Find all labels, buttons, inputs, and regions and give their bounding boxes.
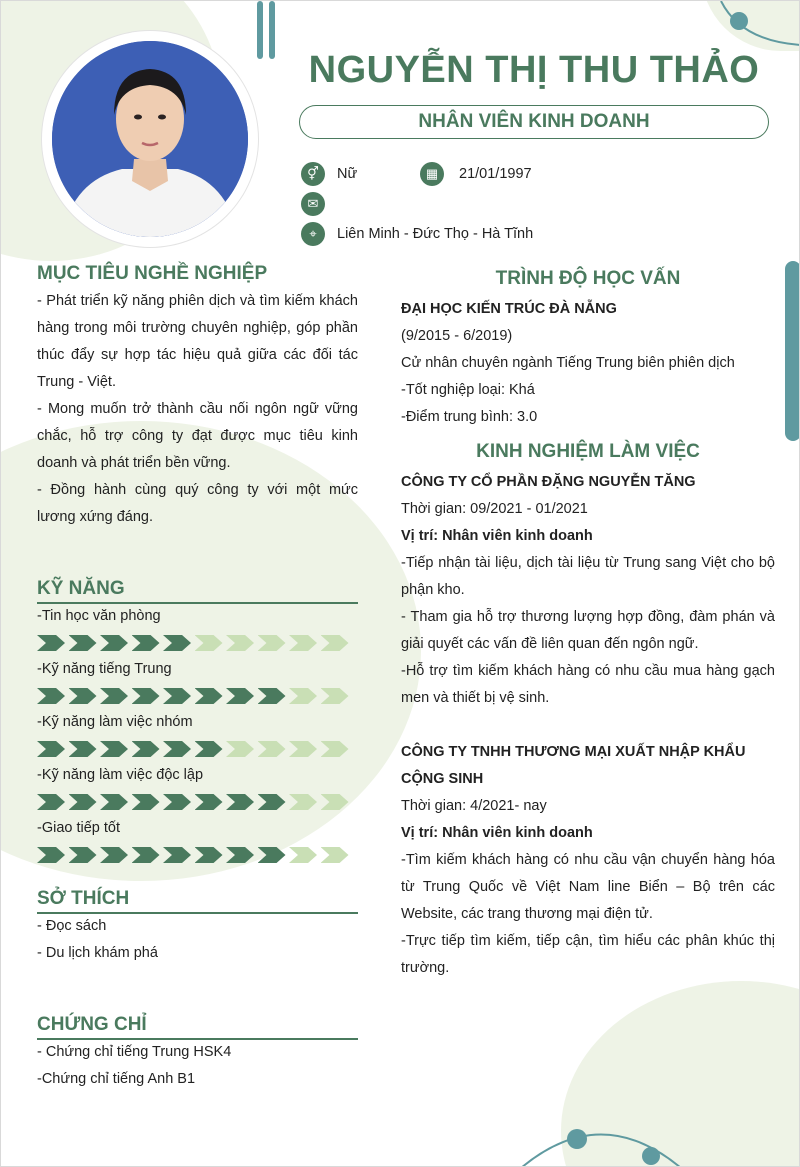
objective-paragraph-3: - Đồng hành cùng quý công ty với một mức lương xứng đáng. (37, 482, 358, 525)
job-duty: -Hỗ trợ tìm kiếm khách hàng có nhu cầu mua hàng gạch men và thiết bị vệ sinh. (401, 663, 775, 706)
gender-value: Nữ (337, 166, 358, 182)
certificate-item: -Chứng chỉ tiếng Anh B1 (37, 1071, 196, 1087)
job-duty: -Tìm kiếm khách hàng có nhu cầu vận chuyển hàng hóa từ Trung Quốc về Việt Nam line Biển – Bộ trên các Website, các trang thương mại điện tử. (401, 852, 775, 922)
candidate-name: NGUYỄN THỊ THU THẢO (308, 49, 760, 91)
skill-label: -Tin học văn phòng (37, 608, 161, 624)
job-duty: -Trực tiếp tìm kiếm, tiếp cận, tìm hiểu các phân khúc thị trường. (401, 933, 775, 976)
education-school: ĐẠI HỌC KIẾN TRÚC ĐÀ NẴNG (401, 301, 617, 317)
skills-divider (37, 602, 358, 604)
education-grade: -Tốt nghiệp loại: Khá (401, 382, 535, 398)
skill-label: -Kỹ năng làm việc độc lập (37, 767, 204, 783)
skill-label: -Kỹ năng tiếng Trung (37, 661, 172, 677)
skills-title: KỸ NĂNG (37, 578, 125, 599)
education-title: TRÌNH ĐỘ HỌC VẤN (495, 268, 681, 289)
objective-title: MỤC TIÊU NGHỀ NGHIỆP (37, 263, 268, 284)
job-duty: -Tiếp nhận tài liệu, dịch tài liệu từ Trung sang Việt cho bộ phận kho. (401, 555, 775, 598)
hobbies-title: SỞ THÍCH (37, 888, 130, 909)
location-icon: ⌖ (301, 222, 325, 246)
job-company: CÔNG TY CỔ PHẦN ĐẶNG NGUYỄN TĂNG (401, 474, 696, 490)
education-period: (9/2015 - 6/2019) (401, 328, 513, 344)
skill-label: -Giao tiếp tốt (37, 820, 121, 836)
job-time: Thời gian: 09/2021 - 01/2021 (401, 501, 588, 517)
objective-paragraph-1: - Phát triển kỹ năng phiên dịch và tìm kiếm khách hàng trong môi trường chuyên nghiệp, góp phần thúc đẩy sự hợp tác hiệu quả giữa các đối tác Trung - Việt. (37, 293, 358, 390)
job-duty: - Tham gia hỗ trợ thương lượng hợp đồng, đàm phán và giải quyết các vấn đề liên quan đến ngôn ngữ. (401, 609, 775, 652)
job-time: Thời gian: 4/2021- nay (401, 798, 547, 814)
certificates-title: CHỨNG CHỈ (37, 1014, 147, 1035)
skill-label: -Kỹ năng làm việc nhóm (37, 714, 193, 730)
objective-paragraph-2: - Mong muốn trở thành cầu nối ngôn ngữ vững chắc, hỗ trợ công ty đạt được mục tiêu kinh doanh và phát triển bền vững. (37, 401, 358, 471)
profile-photo-frame (42, 31, 258, 247)
calendar-icon: ▦ (420, 162, 444, 186)
job-title-badge: NHÂN VIÊN KINH DOANH (299, 105, 769, 139)
certificate-item: - Chứng chỉ tiếng Trung HSK4 (37, 1044, 232, 1060)
address-value: Liên Minh - Đức Thọ - Hà Tĩnh (337, 226, 534, 242)
hobby-item: - Đọc sách (37, 918, 107, 934)
hobby-item: - Du lịch khám phá (37, 945, 158, 961)
education-major: Cử nhân chuyên ngành Tiếng Trung biên phiên dịch (401, 355, 735, 371)
email-icon: ✉ (301, 192, 325, 216)
job-company: CÔNG TY TNHH THƯƠNG MẠI XUẤT NHẬP KHẨU CỘNG SINH (401, 744, 746, 787)
birthday-value: 21/01/1997 (459, 166, 532, 182)
gender-icon: ⚥ (301, 162, 325, 186)
education-gpa: -Điểm trung bình: 3.0 (401, 409, 538, 425)
job-position: Vị trí: Nhân viên kinh doanh (401, 825, 593, 841)
job-position: Vị trí: Nhân viên kinh doanh (401, 528, 593, 544)
experience-title: KINH NGHIỆM LÀM VIỆC (476, 441, 700, 462)
profile-photo (52, 41, 248, 237)
